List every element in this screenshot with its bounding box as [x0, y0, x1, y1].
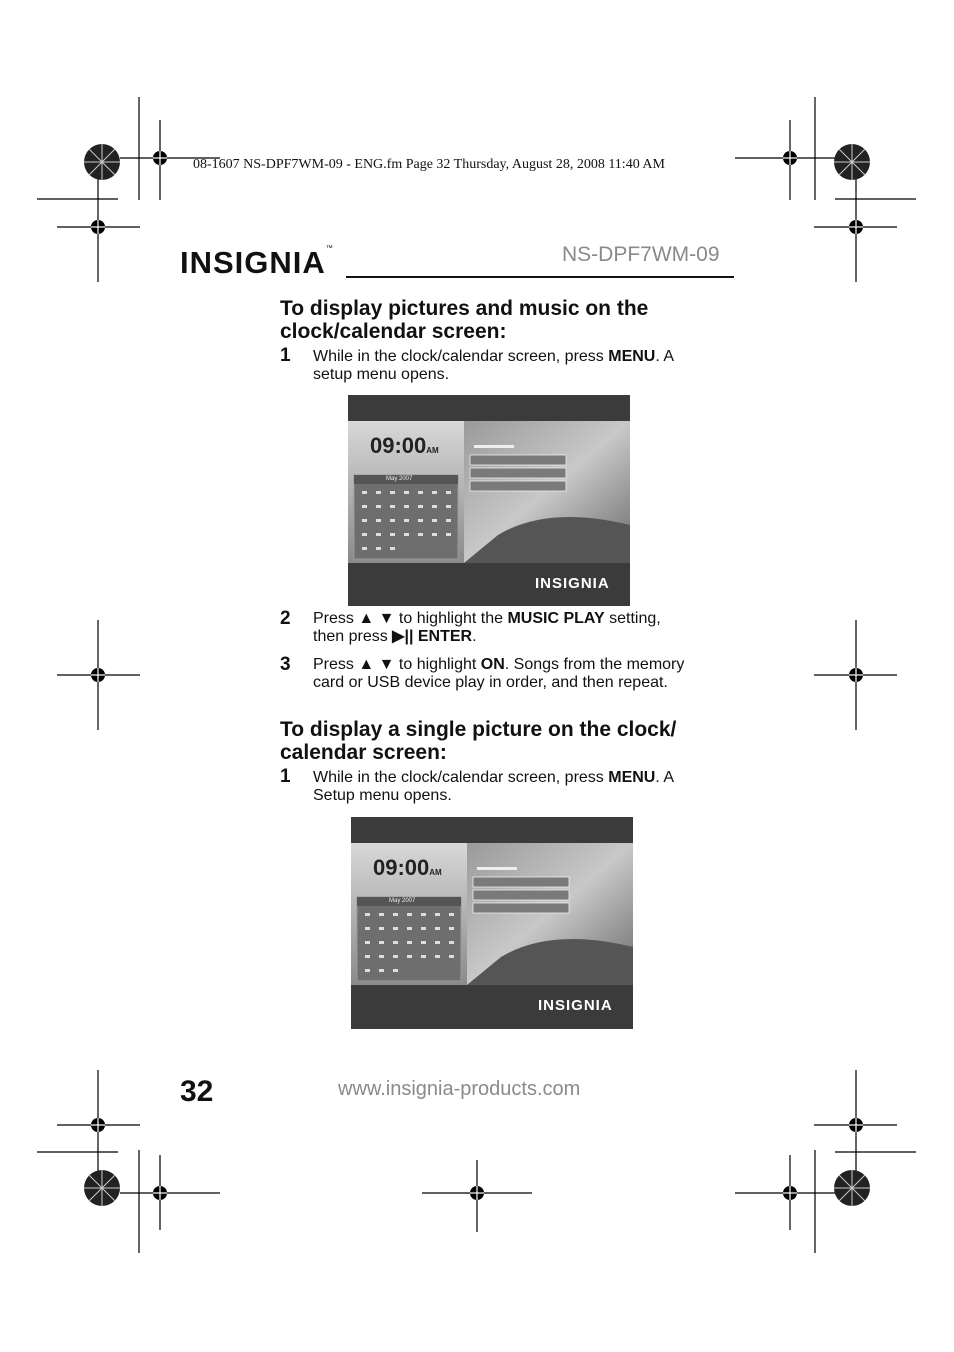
s1-step2-text [313, 610, 743, 646]
insignia-logo [180, 245, 333, 281]
s1-step2-mid: to highlight the [394, 610, 508, 627]
model-number: NS-DPF7WM-09 [562, 243, 720, 266]
enter-key: ENTER [417, 628, 473, 645]
clock-ampm: AM [429, 868, 442, 877]
trademark-symbol: ™ [325, 245, 333, 252]
section2-title-line2: calendar screen: [280, 741, 447, 764]
s2-step1-post: . A [655, 769, 675, 786]
s1-step2-pre: Press [313, 610, 359, 627]
s1-step1-line2: setup menu opens. [313, 366, 450, 383]
up-arrow-icon: ▲ [358, 656, 375, 673]
s2-step1-line2: Setup menu opens. [313, 787, 452, 804]
s1-step3-number: 3 [280, 654, 291, 675]
screen-clock [373, 855, 442, 881]
file-slug: 08-1607 NS-DPF7WM-09 - ENG.fm Page 32 Thursday, August 28, 2008 11:40 AM [193, 157, 665, 172]
menu-key: MENU [608, 769, 656, 786]
clock-time: 09:00 [370, 433, 427, 458]
on-key: ON [480, 656, 505, 673]
s2-step1-pre: While in the clock/calendar screen, press [313, 769, 609, 786]
clock-ampm: AM [426, 446, 439, 455]
section1-title-line2: clock/calendar screen: [280, 320, 507, 343]
s1-step1-post: . A [655, 348, 675, 365]
screen-image-2 [351, 817, 633, 1029]
s1-step2-post: setting, [604, 610, 661, 627]
menu-key: MENU [608, 348, 656, 365]
s1-step1-text [313, 348, 743, 384]
s1-step1-number: 1 [280, 345, 291, 366]
s1-step2-number: 2 [280, 608, 291, 629]
section2-heading [280, 718, 750, 764]
down-arrow-icon: ▼ [378, 656, 395, 673]
s1-step1-pre: While in the clock/calendar screen, press [313, 348, 609, 365]
screen-clock [370, 433, 439, 459]
s1-step3-text [313, 656, 743, 692]
s1-step2-line2-pre: then press [313, 628, 393, 645]
screen-brand-logo: INSIGNIA [535, 575, 610, 592]
header-rule [346, 276, 734, 278]
s2-step1-number: 1 [280, 766, 291, 787]
down-arrow-icon: ▼ [378, 610, 395, 627]
calendar-month: May 2007 [386, 476, 413, 482]
logo-text: INSIGNIA [180, 245, 326, 280]
section1-title-line1: To display pictures and music on the [280, 297, 649, 320]
up-arrow-icon: ▲ [358, 610, 375, 627]
s2-step1-text [313, 769, 743, 805]
s1-step3-post: . Songs from the memory [504, 656, 685, 673]
music-play-key: MUSIC PLAY [507, 610, 605, 627]
s1-step3-mid: to highlight [394, 656, 481, 673]
screen-brand-logo: INSIGNIA [538, 997, 613, 1014]
play-pause-icon: ▶|| [392, 628, 414, 645]
page-number: 32 [180, 1075, 214, 1108]
calendar-month: May 2007 [389, 898, 416, 904]
clock-time: 09:00 [373, 855, 430, 880]
section1-heading [280, 297, 750, 343]
s1-step3-line2: card or USB device play in order, and then repeat. [313, 674, 668, 691]
screen-image-1 [348, 395, 630, 606]
s1-step2-line2-post: . [472, 628, 477, 645]
section2-title-line1: To display a single picture on the clock/ [280, 718, 677, 741]
s1-step3-pre: Press [313, 656, 359, 673]
website-url: www.insignia-products.com [338, 1078, 581, 1100]
